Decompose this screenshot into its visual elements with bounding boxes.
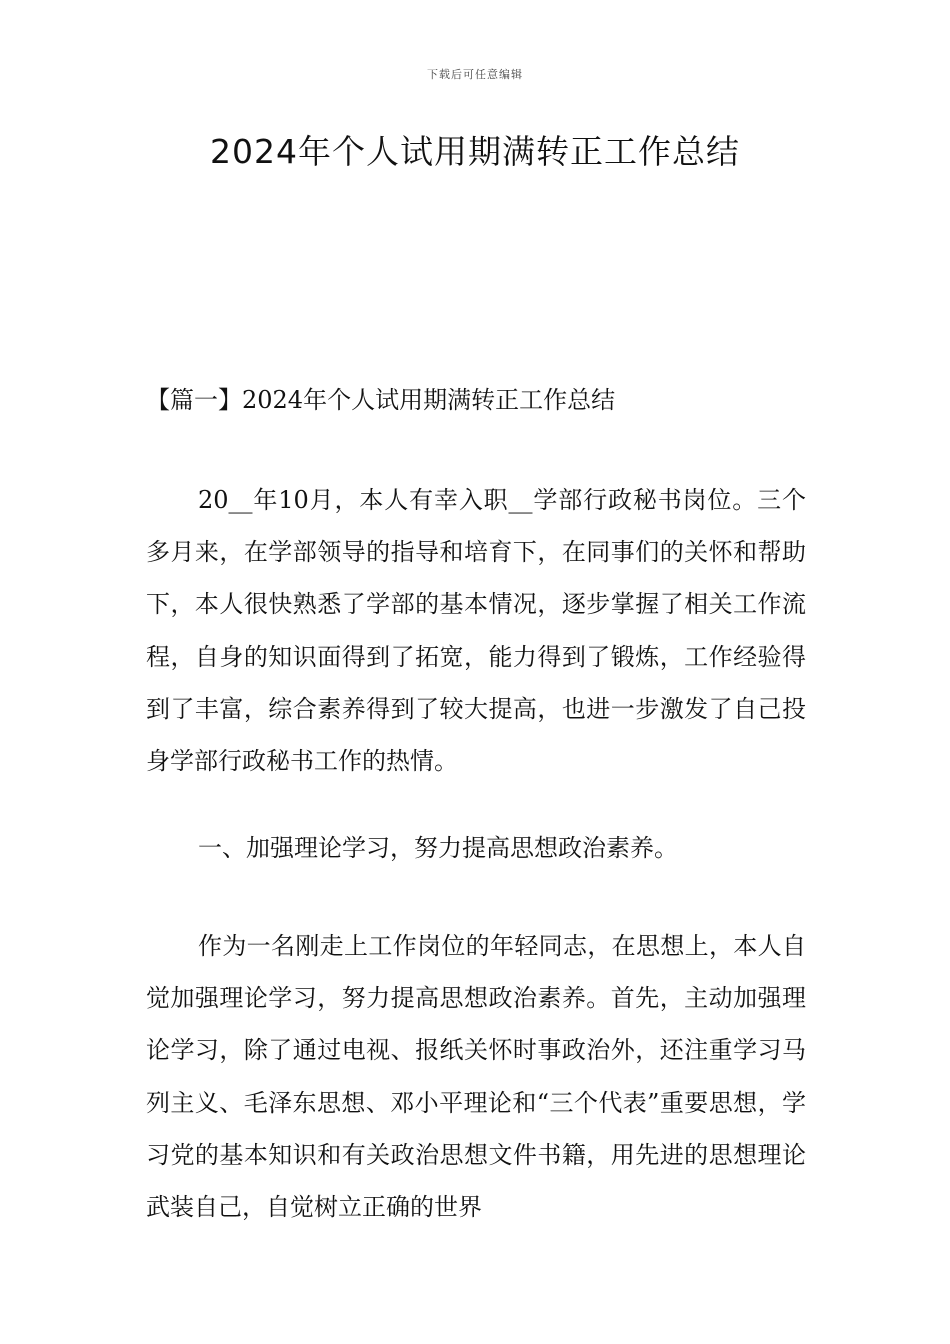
sub-heading: 一、加强理论学习，努力提高思想政治素养。 xyxy=(198,834,678,862)
document-title: 2024年个人试用期满转正工作总结 xyxy=(210,132,740,171)
section-heading: 【篇一】2024年个人试用期满转正工作总结 xyxy=(146,386,616,414)
paragraph-intro: 20__年10月，本人有幸入职__学部行政秘书岗位。三个多月来，在学部领导的指导和培育下，在同事们的关怀和帮助下，本人很快熟悉了学部的基本情况，逐步掌握了相关工作流程，自身的知识面得到了拓宽，能力得到了锻炼，工作经验得到了丰富，综合素养得到了较大提高，也进一步激发了自己投身学部行政秘书工作的热情。 xyxy=(146,486,806,776)
header-note: 下载后可任意编辑 xyxy=(427,68,523,81)
paragraph-theory: 作为一名刚走上工作岗位的年轻同志，在思想上，本人自觉加强理论学习，努力提高思想政治素养。首先，主动加强理论学习，除了通过电视、报纸关怀时事政治外，还注重学习马列主义、毛泽东思想、邓小平理论和“三个代表”重要思想，学习党的基本知识和有关政治思想文件书籍，用先进的思想理论武装自己，自觉树立正确的世界 xyxy=(146,932,806,1222)
